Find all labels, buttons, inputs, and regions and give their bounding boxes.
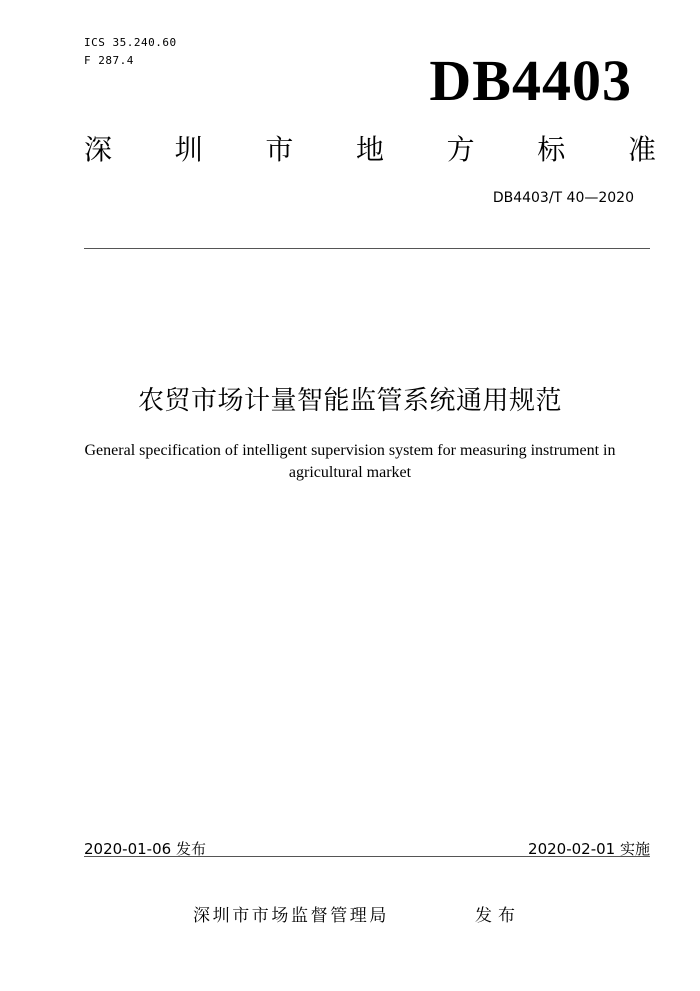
standard-type-char: 市 bbox=[265, 133, 294, 166]
standard-number: DB4403/T 40—2020 bbox=[492, 190, 634, 206]
standard-type-char: 标 bbox=[537, 133, 566, 166]
publisher-name: 深圳市市场监督管理局 bbox=[193, 906, 389, 926]
document-title-english: General specification of intelligent supervision system for measuring instrument in agricultural market bbox=[84, 442, 616, 481]
ccs-code: F 287.4 bbox=[84, 54, 134, 67]
standard-prefix-code: DB4403 bbox=[429, 48, 632, 113]
issue-date: 2020-01-06 发布 bbox=[84, 840, 206, 858]
standard-type-char: 深 bbox=[84, 133, 113, 166]
standard-type-heading bbox=[84, 133, 656, 166]
document-title-chinese: 农贸市场计量智能监管系统通用规范 bbox=[137, 386, 562, 416]
standard-type-char: 圳 bbox=[174, 133, 203, 166]
publish-label: 发布 bbox=[475, 906, 521, 926]
standard-type-char: 地 bbox=[355, 133, 384, 166]
footer-divider bbox=[84, 856, 650, 857]
ics-code: ICS 35.240.60 bbox=[84, 36, 177, 49]
header-divider bbox=[84, 248, 650, 249]
standard-type-char: 方 bbox=[446, 133, 475, 166]
implementation-date: 2020-02-01 实施 bbox=[528, 840, 650, 858]
standard-type-char: 准 bbox=[627, 133, 656, 166]
